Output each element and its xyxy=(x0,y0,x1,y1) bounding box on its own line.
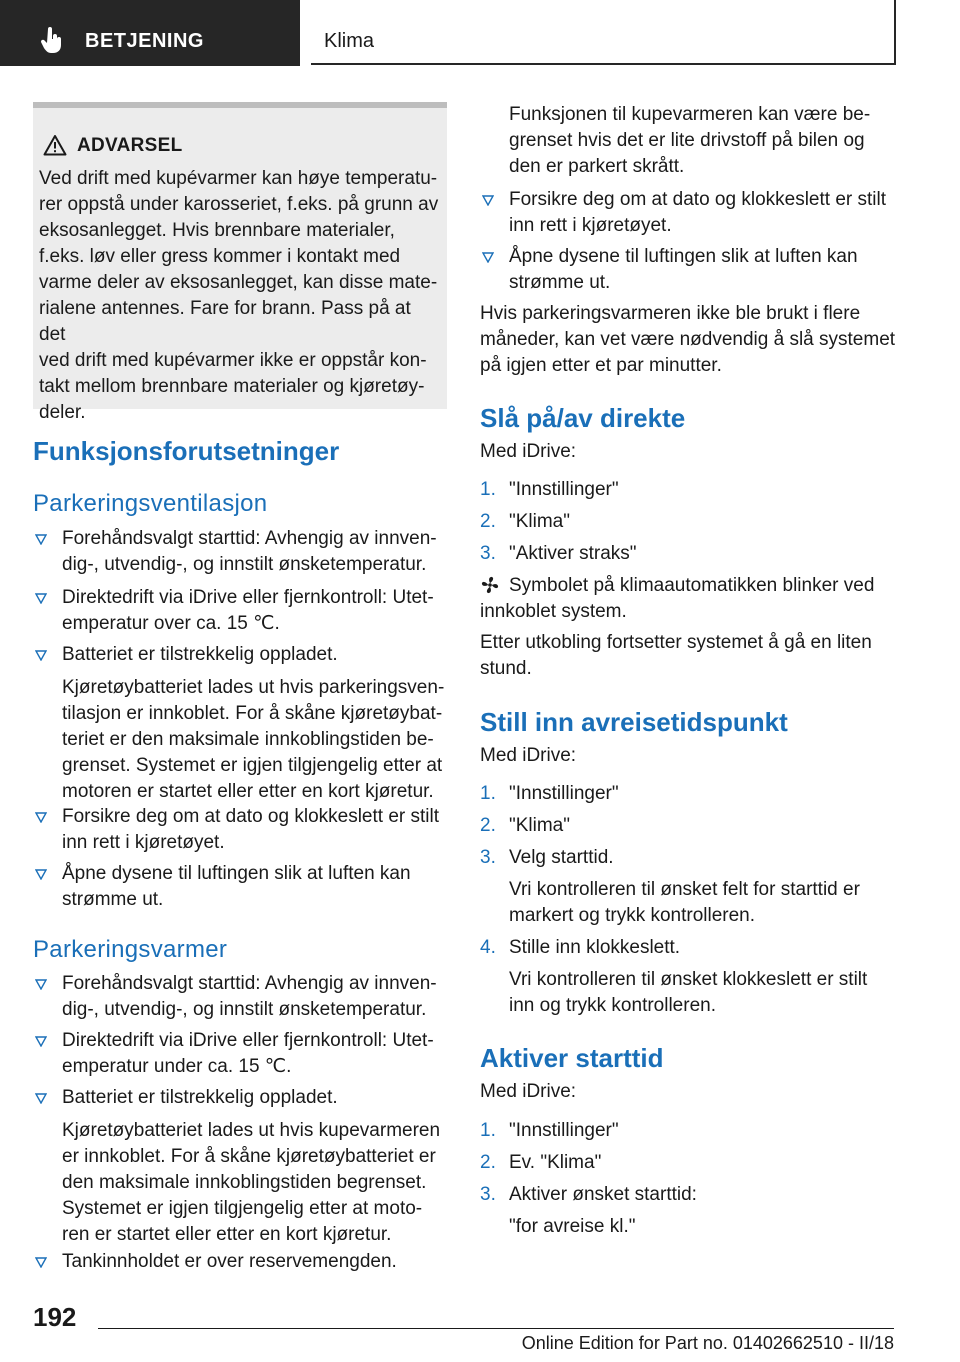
warning-line: ved drift med kupévarmer ikke er oppstår kon- xyxy=(39,350,427,371)
triangle-bullet-icon xyxy=(482,251,494,263)
list-item-detail: Kjøretøybatteriet lades ut hvis kupevarmeren er innkoblet. For å skåne kjøretøybatteriet er den maksimale innkoblingstiden begrenset. Systemet er igjen tilgjengelig etter at moto- ren er startet eller etter en kort kjøretur. xyxy=(62,1120,441,1245)
warning-title: ADVARSEL xyxy=(77,135,183,156)
intro-text: Med iDrive: xyxy=(480,745,577,766)
footer-rule xyxy=(98,1328,894,1329)
triangle-bullet-icon xyxy=(482,194,494,206)
list-item: Åpne dysene til luftingen slik at luften kan strømme ut. xyxy=(480,244,904,296)
list-item: Direktedrift via iDrive eller fjernkontroll: Utet- emperatur over ca. 15 ℃. xyxy=(33,585,447,637)
heading-funksjonsforutsetninger: Funksjonsforutsetninger xyxy=(33,436,340,466)
list-item: Forsikre deg om at dato og klokkeslett er stilt inn rett i kjøretøyet. xyxy=(480,187,904,239)
step-item: 2. "Klima" xyxy=(480,815,570,836)
list-item: Direktedrift via iDrive eller fjernkontroll: Utet- emperatur under ca. 15 ℃. xyxy=(33,1028,447,1080)
intro-text: Med iDrive: xyxy=(480,441,577,462)
triangle-bullet-icon xyxy=(35,533,47,545)
topic-tab xyxy=(311,0,896,65)
warning-line: Ved drift med kupévarmer kan høye temperatu- xyxy=(39,168,438,189)
list-item: Forehåndsvalgt starttid: Avhengig av innven- dig-, utvendig-, og innstilt ønsketemperatur. xyxy=(33,526,447,578)
warning-line: varme deler av eksosanlegget, kan disse mate- xyxy=(39,272,438,293)
topic-title: Klima xyxy=(324,30,375,52)
warning-box xyxy=(33,102,447,423)
list-item-detail: Kjøretøybatteriet lades ut hvis parkeringsven- tilasjon er innkoblet. For å skåne kjøretøybat- teriet er den maksimale innkoblingstiden be- grenset. Systemet er igjen tilgjengelig etter at motoren er startet eller etter en kort kjøretur. xyxy=(62,677,445,802)
triangle-bullet-icon xyxy=(35,978,47,990)
list-item: Forehåndsvalgt starttid: Avhengig av innven- dig-, utvendig-, og innstilt ønsketemperatur. xyxy=(33,971,447,1023)
warning-line: f.eks. løv eller gress kommer i kontakt med xyxy=(39,246,401,267)
list-item: Forsikre deg om at dato og klokkeslett er stilt inn rett i kjøretøyet. xyxy=(33,804,447,856)
heading-parkeringsvarmer: Parkeringsvarmer xyxy=(33,936,228,963)
step-item: 3. "Aktiver straks" xyxy=(480,543,637,564)
warning-line: eksosanlegget. Hvis brennbare materialer, xyxy=(39,220,395,241)
note-text: Symbolet på klimaautomatikken blinker ved innkoblet system. xyxy=(480,575,875,622)
paragraph: Hvis parkeringsvarmeren ikke ble brukt i flere måneder, kan vet være nødvendig å slå systemet på igjen etter et par minutter. xyxy=(480,303,896,376)
list-item: Tankinnholdet er over reservemengden. xyxy=(33,1249,447,1275)
paragraph: Funksjonen til kupevarmeren kan være be- grenset hvis det er lite drivstoff på bilen og den er parkert skrått. xyxy=(509,104,871,177)
triangle-bullet-icon xyxy=(35,811,47,823)
triangle-bullet-icon xyxy=(35,868,47,880)
triangle-bullet-icon xyxy=(35,1092,47,1104)
step-item: 1. "Innstillinger" xyxy=(480,783,619,804)
heading-sla-pa-av: Slå på/av direkte xyxy=(480,403,686,433)
step-detail: "for avreise kl." xyxy=(509,1216,636,1237)
page-number: 192 xyxy=(33,1302,77,1332)
step-detail: Vri kontrolleren til ønsket klokkeslett er stilt inn og trykk kontrolleren. xyxy=(509,969,868,1016)
warning-line: rialene antennes. Fare for brann. Pass på at det xyxy=(39,298,411,345)
step-item: 2. Ev. "Klima" xyxy=(480,1152,602,1173)
triangle-bullet-icon xyxy=(35,1256,47,1268)
warning-line: rer oppstå under karosseriet, f.eks. på grunn av xyxy=(39,194,439,215)
paragraph: Etter utkobling fortsetter systemet å gå en liten stund. xyxy=(480,632,872,679)
hand-pointer-icon xyxy=(40,27,64,55)
warning-line: deler. xyxy=(39,402,86,423)
step-item: 3. Velg starttid. xyxy=(480,847,614,868)
step-item: 1. "Innstillinger" xyxy=(480,1120,619,1141)
warning-triangle-icon xyxy=(43,134,67,156)
edition-text: Online Edition for Part no. 01402662510 - II/18 xyxy=(521,1333,894,1353)
step-item: 4. Stille inn klokkeslett. xyxy=(480,937,681,958)
triangle-bullet-icon xyxy=(35,1035,47,1047)
heading-parkeringsventilasjon: Parkeringsventilasjon xyxy=(33,490,268,517)
step-item: 2. "Klima" xyxy=(480,511,570,532)
step-item: 1. "Innstillinger" xyxy=(480,479,619,500)
triangle-bullet-icon xyxy=(35,592,47,604)
section-title: BETJENING xyxy=(85,30,204,52)
list-item: Batteriet er tilstrekkelig oppladet. xyxy=(33,642,447,668)
heading-still-inn-avreisetidspunkt: Still inn avreisetidspunkt xyxy=(480,707,788,737)
intro-text: Med iDrive: xyxy=(480,1081,577,1102)
step-item: 3. Aktiver ønsket starttid: xyxy=(480,1184,697,1205)
list-item: Batteriet er tilstrekkelig oppladet. xyxy=(33,1085,447,1111)
section-tab xyxy=(0,0,300,66)
step-detail: Vri kontrolleren til ønsket felt for starttid er markert og trykk kontrolleren. xyxy=(509,879,860,926)
triangle-bullet-icon xyxy=(35,649,47,661)
heading-aktiver-starttid: Aktiver starttid xyxy=(480,1043,664,1073)
list-item: Åpne dysene til luftingen slik at luften kan strømme ut. xyxy=(33,861,447,913)
warning-text xyxy=(39,166,441,426)
warning-line: takt mellom brennbare materialer og kjøretøy- xyxy=(39,376,425,397)
